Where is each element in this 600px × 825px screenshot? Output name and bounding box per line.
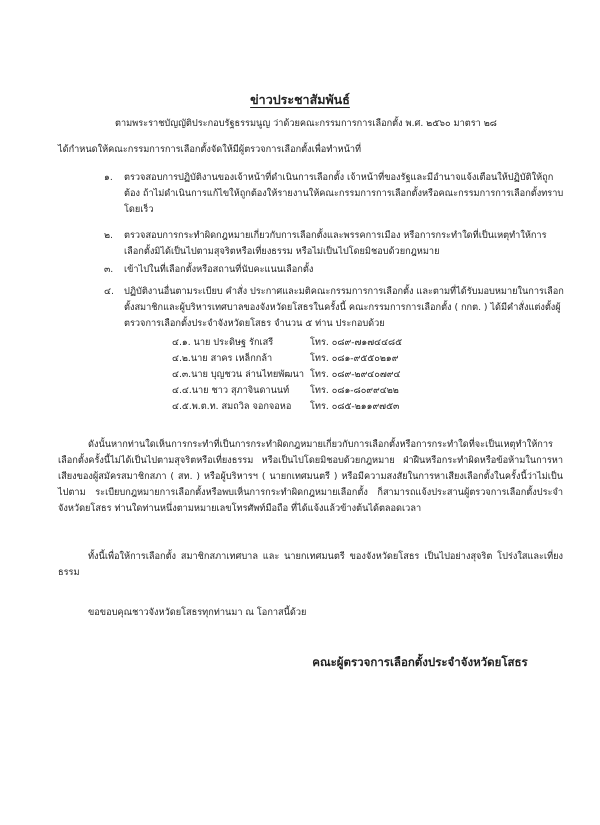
- inspector-list: [172, 335, 552, 415]
- inspector-row: [172, 383, 552, 399]
- closing-thanks: ขอขอบคุณชาวจังหวัดยโสธรทุกท่านมา ณ โอกาสนี้ด้วย: [88, 607, 307, 619]
- duty-item-text: ปฏิบัติงานอื่นตามระเบียบ คำสั่ง ประกาศและมติคณะกรรมการการเลือกตั้ง และตามที่ได้รับมอบหมายในการเลือกตั้งสมาชิกและผู้บริหารเทศบาลของจังหวัดยโสธรในครั้งนี้ คณะกรรมการการเลือกตั้ง ( กกต. ) ได้มีคำสั่งแต่งตั้งผู้ตรวจการเลือกตั้งประจำจังหวัดยโสธร จำนวน ๕ ท่าน ประกอบด้วย: [124, 286, 564, 329]
- signature-block: คณะผู้ตรวจการเลือกตั้งประจำจังหวัดยโสธร: [312, 655, 528, 669]
- inspector-row: [172, 399, 552, 415]
- duty-item-text: เข้าไปในที่เลือกตั้งหรือสถานที่นับคะแนนเลือกตั้ง: [124, 264, 314, 275]
- inspector-row: [172, 367, 552, 383]
- inspector-name: ๔.๒.นาย สาคร เหล็กกล้า: [172, 353, 273, 364]
- duty-item-number: ๓.: [104, 264, 114, 275]
- intro-line-2: ได้กำหนดให้คณะกรรมการการเลือกตั้งจัดให้มีผู้ตรวจการเลือกตั้งเพื่อทำหน้าที่: [58, 144, 362, 155]
- duty-item-text: ตรวจสอบการปฏิบัติงานของเจ้าหน้าที่ดำเนินการเลือกตั้ง เจ้าหน้าที่ของรัฐและมีอำนาจแจ้งเตือนให้ปฏิบัติให้ถูกต้อง ถ้าไม่ดำเนินการแก้ไขให้ถูกต้องให้รายงานให้คณะกรรมการการเลือกตั้งหรือคณะกรรมการการเลือกตั้งทราบโดยเร็ว: [124, 172, 564, 215]
- duty-item-number: ๔.: [104, 286, 114, 297]
- inspector-phone: โทร. ๐๘๑-๘๐๙๙๔๒๒: [310, 385, 399, 396]
- inspector-name: ๔.๔.นาย ชาว สุภาจินดานนท์: [172, 385, 290, 396]
- inspector-phone: โทร. ๐๘๑-๙๕๕๐๒๑๙: [310, 353, 399, 364]
- inspector-phone: โทร. ๐๘๙-๗๑๗๔๔๘๕: [310, 337, 403, 348]
- inspector-phone: โทร. ๐๘๙-๒๙๔๐๗๙๔: [310, 369, 401, 380]
- duty-item-number: ๒.: [104, 230, 113, 241]
- inspector-name: ๔.๓.นาย บุญชวน ล่านไทยพัฒนา: [172, 369, 304, 380]
- paragraph-report-instructions: ดังนั้นหากท่านใดเห็นการกระทำที่เป็นการกระทำผิดกฎหมายเกี่ยวกับการเลือกตั้งหรือการกระทำใดที่จะเป็นเหตุทำให้การเลือกตั้งครั้งนี้ไม่ได้เป็นไปตามสุจริตหรือเที่ยงธรรม หรือเป็นไปโดยมิชอบด้วยกฎหมาย ฝ่าฝืนหรือกระทำผิดหรือข้อห้ามในการหาเสียงของผู้สมัครสมาชิกสภา ( สท. ) หรือผู้บริหารฯ ( นายกเทศมนตรี ) หรือมีความสงสัยในการหาเสียงเลือกตั้งในครั้งนี้ว่าไม่เป็นไปตาม ระเบียบกฎหมายการเลือกตั้งหรือพบเห็นการกระทำผิดกฎหมายเลือกตั้ง ก็สามารถแจ้งประสานผู้ตรวจการเลือกตั้งประจำจังหวัดยโสธร ท่านใดท่านหนึ่งตามหมายเลขโทรศัพท์มือถือ ที่ได้แจ้งแล้วข้างต้นได้ตลอดเวลา: [58, 439, 563, 515]
- inspector-name: ๔.๕.พ.ต.ท. สมถวิล จอกจอหอ: [172, 401, 292, 412]
- inspector-row: [172, 335, 552, 351]
- duty-item-number: ๑.: [104, 172, 113, 183]
- inspector-row: [172, 351, 552, 367]
- inspector-name: ๔.๑. นาย ประดิษฐ รักเสรี: [172, 337, 274, 348]
- page-title: ข่าวประชาสัมพันธ์: [250, 92, 350, 107]
- duty-item-text: ตรวจสอบการกระทำผิดกฎหมายเกี่ยวกับการเลือกตั้งและพรรคการเมือง หรือการกระทำใดที่เป็นเหตุทำให้การเลือกตั้งมิได้เป็นไปตามสุจริตหรือเที่ยงธรรม หรือไม่เป็นไปโดยมิชอบด้วยกฎหมาย: [124, 230, 547, 257]
- inspector-phone: โทร. ๐๘๕-๒๑๑๙๗๕๓: [310, 401, 400, 412]
- intro-line-1: ตามพระราชบัญญัติประกอบรัฐธรรมนูญ ว่าด้วยคณะกรรมการการเลือกตั้ง พ.ศ. ๒๕๖๐ มาตรา ๒๘: [115, 118, 497, 129]
- paragraph-purpose: ทั้งนี้เพื่อให้การเลือกตั้ง สมาชิกสภาเทศบาล และ นายกเทศมนตรี ของจังหวัดยโสธร เป็นไปอย่างสุจริต โปร่งใสและเที่ยงธรรม: [58, 551, 563, 579]
